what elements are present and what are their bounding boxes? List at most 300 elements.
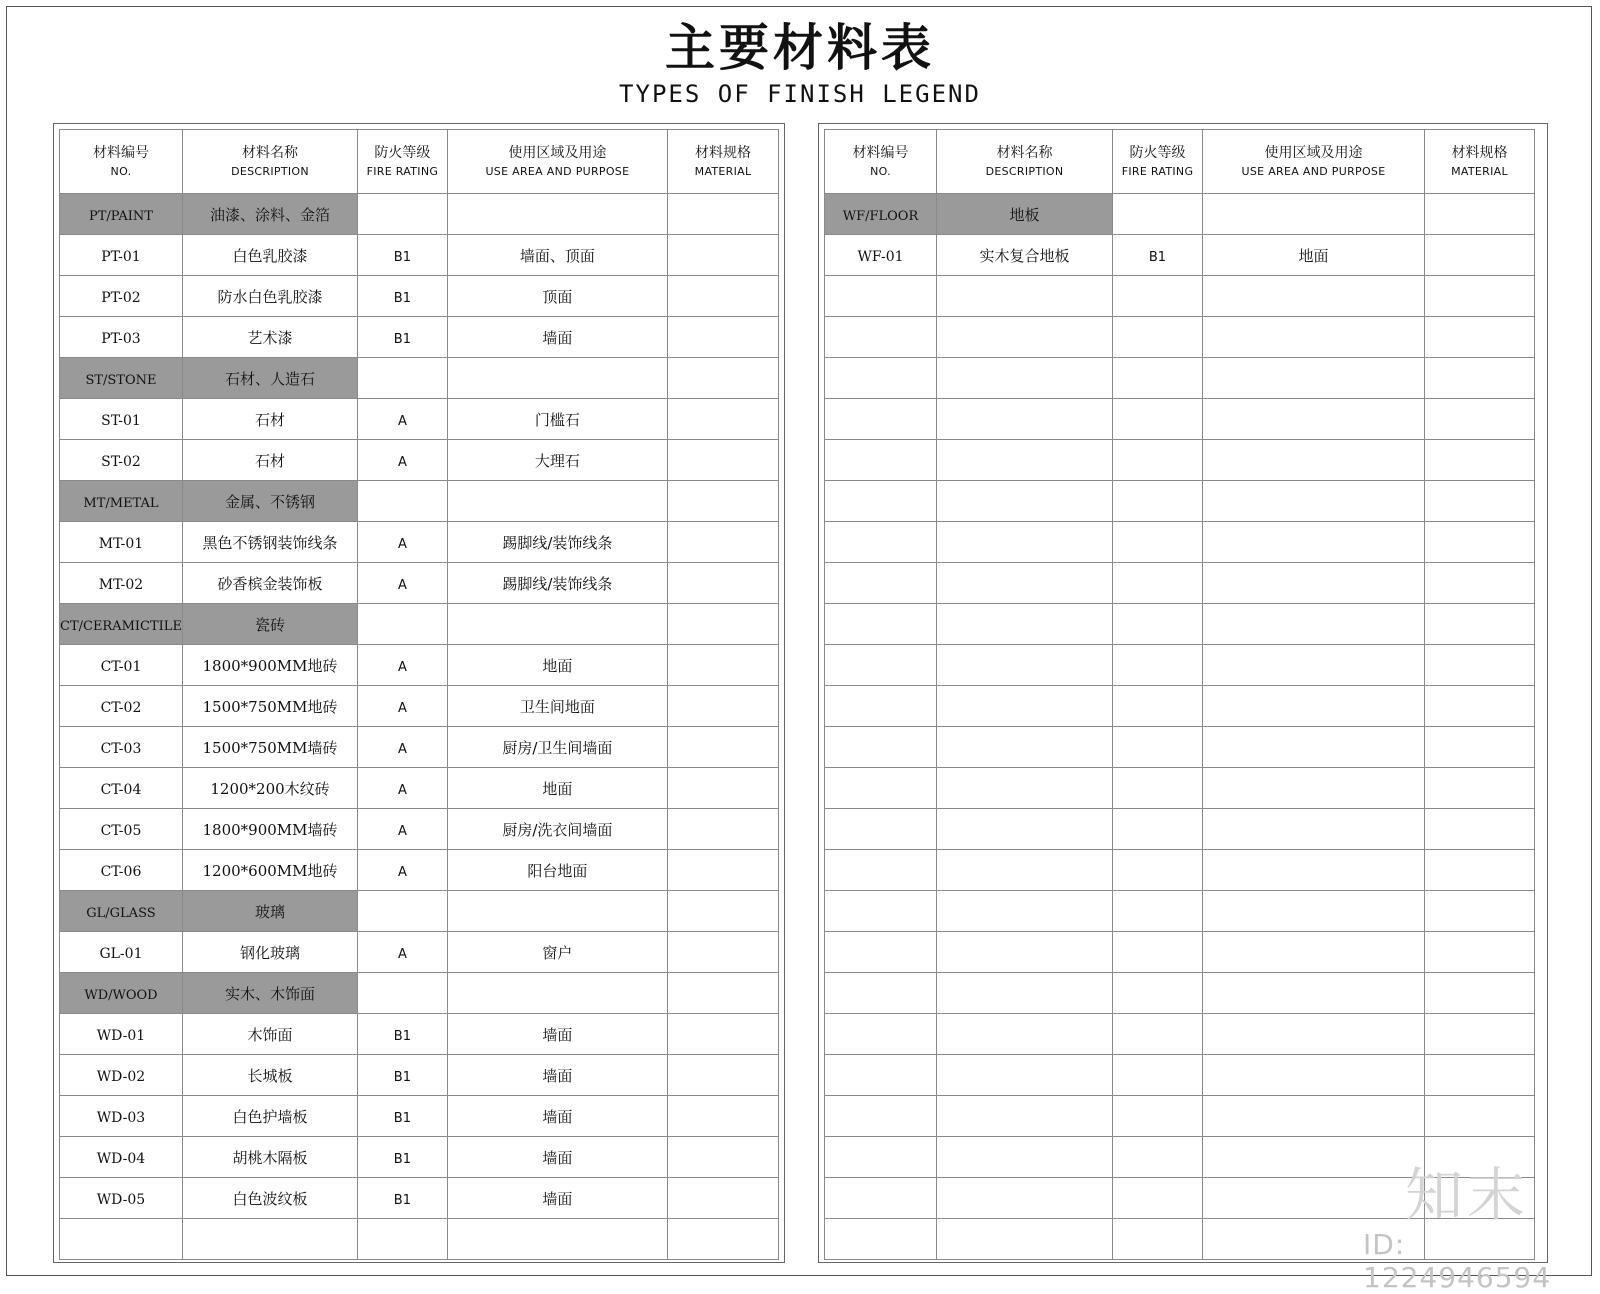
category-name-cell	[182, 973, 357, 1014]
table-row	[60, 850, 779, 891]
empty-cell	[1113, 317, 1203, 358]
use-area-cell	[447, 317, 667, 358]
fire-rating-cell	[358, 850, 448, 891]
fire-rating-cell	[358, 563, 448, 604]
empty-cell	[1113, 809, 1203, 850]
material-spec-cell	[668, 727, 779, 768]
header-use-area-cn: 使用区域及用途	[1264, 144, 1363, 161]
table-row	[825, 235, 1535, 276]
material-description-cell	[182, 399, 357, 440]
category-code: WD/WOOD	[84, 987, 158, 1003]
empty-row	[825, 481, 1535, 522]
left-materials-table	[59, 129, 779, 1260]
use-area-cell	[447, 563, 667, 604]
fire-rating-cell	[358, 1096, 448, 1137]
empty-row	[825, 1055, 1535, 1096]
material-description: 砂香槟金装饰板	[217, 574, 323, 593]
material-code: WF-01	[857, 248, 904, 265]
empty-cell	[937, 481, 1113, 522]
material-spec-cell	[668, 1096, 779, 1137]
material-description-cell	[182, 809, 357, 850]
empty-cell	[1425, 317, 1535, 358]
material-description: 1200*200木纹砖	[210, 779, 330, 798]
material-description: 白色护墙板	[232, 1107, 308, 1126]
fire-rating-cell	[358, 1178, 448, 1219]
empty-row	[825, 891, 1535, 932]
material-spec-cell	[668, 276, 779, 317]
fire-rating-cell	[358, 768, 448, 809]
material-code-cell	[60, 440, 183, 481]
empty-row	[825, 563, 1535, 604]
material-description: 木饰面	[247, 1025, 293, 1044]
empty-cell	[1203, 850, 1425, 891]
table-row	[60, 563, 779, 604]
empty-row	[825, 317, 1535, 358]
material-description: 白色波纹板	[232, 1189, 308, 1208]
material-code: MT-02	[98, 576, 144, 593]
use-area-cell	[447, 686, 667, 727]
empty-cell	[937, 809, 1113, 850]
empty-cell	[1425, 809, 1535, 850]
material-spec-cell	[668, 522, 779, 563]
empty-cell	[1425, 1055, 1535, 1096]
material-code: WD-04	[96, 1150, 146, 1167]
material-spec-cell	[668, 686, 779, 727]
empty-row	[825, 809, 1535, 850]
category-row	[60, 358, 779, 399]
use-area-cell	[447, 399, 667, 440]
empty-cell	[1113, 604, 1203, 645]
table-header-row	[825, 130, 1535, 194]
material-description-cell	[937, 235, 1113, 276]
table-row	[60, 645, 779, 686]
header-fire-rating-en: FIRE RATING	[1121, 164, 1194, 178]
use-area: 厨房/洗衣间墙面	[502, 820, 613, 839]
category-row	[60, 481, 779, 522]
category-name-cell	[182, 194, 357, 235]
material-code: PT-02	[101, 289, 141, 306]
header-use-area-en: USE AREA AND PURPOSE	[1241, 164, 1386, 178]
use-area: 墙面	[542, 1025, 573, 1044]
material-description-cell	[182, 645, 357, 686]
use-area-cell	[447, 932, 667, 973]
empty-cell	[937, 1219, 1113, 1260]
category-name: 金属、不锈钢	[225, 492, 316, 511]
material-code-cell	[60, 1137, 183, 1178]
material-code: CT-05	[100, 822, 142, 839]
use-area-cell	[447, 1219, 667, 1260]
header-material	[668, 130, 779, 194]
material-description-cell	[182, 563, 357, 604]
empty-cell	[1425, 973, 1535, 1014]
empty-cell	[825, 645, 937, 686]
empty-cell	[937, 686, 1113, 727]
empty-row	[825, 1014, 1535, 1055]
empty-row	[825, 276, 1535, 317]
empty-cell	[937, 317, 1113, 358]
empty-cell	[937, 973, 1113, 1014]
use-area-cell	[447, 1096, 667, 1137]
header-description	[937, 130, 1113, 194]
category-row	[60, 973, 779, 1014]
empty-cell	[1203, 358, 1425, 399]
empty-cell	[1425, 399, 1535, 440]
category-code-cell	[60, 481, 183, 522]
fire-rating: A	[397, 823, 407, 839]
material-code-cell	[60, 1096, 183, 1137]
fire-rating: B1	[393, 249, 411, 265]
category-name: 油漆、涂料、金箔	[210, 205, 331, 224]
material-code: CT-06	[100, 863, 142, 880]
category-code: WF/FLOOR	[842, 208, 919, 224]
fire-rating: A	[397, 659, 407, 675]
fire-rating: B1	[1148, 249, 1167, 265]
material-description-cell	[182, 1096, 357, 1137]
material-spec-cell	[668, 645, 779, 686]
empty-cell	[937, 358, 1113, 399]
table-row	[60, 399, 779, 440]
material-code: CT-04	[100, 781, 142, 798]
material-code: ST-01	[101, 412, 141, 429]
empty-cell	[825, 768, 937, 809]
header-material-cn: 材料规格	[695, 144, 752, 161]
left-panel	[53, 123, 785, 1263]
table-header-row	[60, 130, 779, 194]
table-row	[60, 768, 779, 809]
empty-row	[825, 932, 1535, 973]
empty-cell	[447, 973, 667, 1014]
empty-cell	[825, 1096, 937, 1137]
category-name: 瓷砖	[255, 615, 286, 634]
category-code-cell	[60, 194, 183, 235]
material-spec-cell	[668, 932, 779, 973]
watermark-id: ID: 1224946594	[1363, 1228, 1552, 1294]
empty-cell	[1113, 686, 1203, 727]
use-area: 厨房/卫生间墙面	[502, 738, 613, 757]
material-code-cell	[60, 727, 183, 768]
empty-cell	[937, 522, 1113, 563]
empty-cell	[1425, 194, 1535, 235]
empty-cell	[825, 317, 937, 358]
empty-cell	[447, 604, 667, 645]
header-material	[1425, 130, 1535, 194]
material-description-cell	[182, 768, 357, 809]
material-description-cell	[182, 1219, 357, 1260]
empty-cell	[1425, 891, 1535, 932]
use-area-cell	[447, 645, 667, 686]
empty-row	[825, 686, 1535, 727]
material-spec-cell	[668, 1178, 779, 1219]
empty-cell	[1113, 1178, 1203, 1219]
empty-cell	[1425, 686, 1535, 727]
use-area: 墙面	[542, 328, 573, 347]
header-description-cn: 材料名称	[242, 144, 299, 161]
empty-row	[825, 440, 1535, 481]
fire-rating: A	[397, 741, 407, 757]
empty-cell	[825, 1137, 937, 1178]
material-code-cell	[60, 1219, 183, 1260]
material-spec-cell	[668, 235, 779, 276]
empty-row	[825, 727, 1535, 768]
material-description-cell	[182, 522, 357, 563]
empty-cell	[1425, 563, 1535, 604]
category-row	[60, 604, 779, 645]
material-code: WD-05	[96, 1191, 146, 1208]
material-code-cell	[60, 1014, 183, 1055]
empty-cell	[1113, 973, 1203, 1014]
table-row	[60, 440, 779, 481]
material-description: 黑色不锈钢装饰线条	[202, 533, 338, 552]
category-row	[825, 194, 1535, 235]
header-use-area-cn: 使用区域及用途	[508, 144, 607, 161]
material-code-cell	[60, 1178, 183, 1219]
empty-row	[825, 604, 1535, 645]
fire-rating-cell	[358, 809, 448, 850]
material-code-cell	[60, 645, 183, 686]
right-materials-table	[824, 129, 1535, 1260]
empty-row	[825, 1096, 1535, 1137]
use-area-cell	[447, 1055, 667, 1096]
fire-rating-cell	[358, 686, 448, 727]
material-code-cell	[60, 850, 183, 891]
fire-rating-cell	[358, 1055, 448, 1096]
empty-cell	[825, 1219, 937, 1260]
material-spec-cell	[668, 850, 779, 891]
header-fire-rating	[358, 130, 448, 194]
empty-cell	[825, 440, 937, 481]
empty-cell	[1113, 563, 1203, 604]
empty-cell	[1425, 727, 1535, 768]
page-title: 主要材料表	[665, 19, 935, 77]
header-fire-rating-en: FIRE RATING	[366, 164, 439, 178]
category-code: ST/STONE	[85, 372, 157, 388]
fire-rating: A	[397, 700, 407, 716]
material-spec-cell	[668, 563, 779, 604]
material-description-cell	[182, 440, 357, 481]
material-code-cell	[60, 563, 183, 604]
empty-cell	[1203, 809, 1425, 850]
header-no	[825, 130, 937, 194]
use-area-cell	[1203, 235, 1425, 276]
empty-cell	[937, 932, 1113, 973]
table-row	[60, 522, 779, 563]
fire-rating: A	[397, 413, 407, 429]
empty-cell	[1425, 481, 1535, 522]
fire-rating: A	[397, 946, 407, 962]
table-row	[60, 1096, 779, 1137]
empty-cell	[825, 891, 937, 932]
empty-cell	[1203, 645, 1425, 686]
header-material-cn: 材料规格	[1451, 144, 1508, 161]
header-use-area-en: USE AREA AND PURPOSE	[485, 164, 630, 178]
empty-cell	[825, 522, 937, 563]
category-name: 地板	[1009, 205, 1040, 224]
fire-rating-cell	[358, 1219, 448, 1260]
empty-cell	[1113, 850, 1203, 891]
category-name-cell	[182, 604, 357, 645]
use-area: 地面	[542, 779, 573, 798]
material-code: WD-01	[96, 1027, 146, 1044]
empty-cell	[1425, 645, 1535, 686]
table-row	[60, 235, 779, 276]
fire-rating-cell	[358, 317, 448, 358]
empty-cell	[1203, 932, 1425, 973]
material-description-cell	[182, 317, 357, 358]
material-code: PT-01	[101, 248, 141, 265]
empty-cell	[825, 932, 937, 973]
header-fire-rating-cn: 防火等级	[1129, 144, 1186, 161]
empty-cell	[358, 481, 448, 522]
category-code-cell	[60, 891, 183, 932]
empty-cell	[668, 604, 779, 645]
category-name-cell	[182, 358, 357, 399]
empty-cell	[825, 563, 937, 604]
fire-rating: B1	[393, 1028, 411, 1044]
empty-cell	[1113, 399, 1203, 440]
empty-cell	[825, 809, 937, 850]
page-subtitle: TYPES OF FINISH LEGEND	[619, 80, 981, 108]
header-fire-rating	[1113, 130, 1203, 194]
material-code-cell	[60, 235, 183, 276]
header-description	[182, 130, 357, 194]
category-code: GL/GLASS	[86, 905, 156, 921]
material-code: WD-03	[96, 1109, 146, 1126]
use-area: 墙面	[542, 1189, 573, 1208]
empty-cell	[1203, 604, 1425, 645]
use-area-cell	[447, 522, 667, 563]
fire-rating: A	[397, 536, 407, 552]
category-name: 石材、人造石	[225, 369, 316, 388]
use-area-cell	[447, 276, 667, 317]
use-area-cell	[447, 1178, 667, 1219]
empty-cell	[1203, 1178, 1425, 1219]
table-row	[60, 317, 779, 358]
empty-row	[825, 399, 1535, 440]
material-code: WD-02	[96, 1068, 146, 1085]
fire-rating-cell	[358, 645, 448, 686]
use-area-cell	[447, 1014, 667, 1055]
empty-cell	[825, 481, 937, 522]
material-description: 石材	[255, 410, 286, 429]
table-row	[60, 686, 779, 727]
category-row	[60, 194, 779, 235]
material-description: 长城板	[247, 1066, 293, 1085]
empty-cell	[1203, 481, 1425, 522]
table-row	[60, 276, 779, 317]
material-code-cell	[60, 686, 183, 727]
use-area: 踢脚线/装饰线条	[502, 533, 613, 552]
header-description-cn: 材料名称	[996, 144, 1053, 161]
empty-cell	[1425, 1096, 1535, 1137]
material-code-cell	[60, 399, 183, 440]
use-area-cell	[447, 440, 667, 481]
empty-cell	[358, 604, 448, 645]
table-row	[60, 932, 779, 973]
empty-cell	[1425, 276, 1535, 317]
fire-rating-cell	[358, 399, 448, 440]
material-code-cell	[60, 932, 183, 973]
material-code: ST-02	[101, 453, 141, 470]
material-spec-cell	[668, 809, 779, 850]
category-code-cell	[60, 604, 183, 645]
use-area: 顶面	[542, 287, 573, 306]
empty-cell	[825, 973, 937, 1014]
empty-cell	[668, 973, 779, 1014]
table-row	[60, 1219, 779, 1260]
material-description: 1500*750MM地砖	[202, 697, 338, 716]
header-no-en: NO.	[110, 164, 132, 178]
empty-cell	[825, 276, 937, 317]
material-description: 防水白色乳胶漆	[217, 287, 323, 306]
material-spec-cell	[668, 399, 779, 440]
material-description-cell	[182, 932, 357, 973]
empty-cell	[1113, 194, 1203, 235]
empty-cell	[825, 1178, 937, 1219]
material-spec-cell	[668, 1055, 779, 1096]
empty-cell	[1113, 522, 1203, 563]
fire-rating: B1	[393, 1069, 411, 1085]
empty-cell	[1425, 440, 1535, 481]
material-code: CT-03	[100, 740, 142, 757]
empty-cell	[358, 891, 448, 932]
use-area-cell	[447, 727, 667, 768]
fire-rating-cell	[1113, 235, 1203, 276]
material-description-cell	[182, 850, 357, 891]
fire-rating: B1	[393, 1110, 411, 1126]
material-description: 钢化玻璃	[240, 943, 301, 962]
empty-cell	[937, 1178, 1113, 1219]
empty-cell	[937, 1096, 1113, 1137]
empty-cell	[937, 276, 1113, 317]
material-description-cell	[182, 1137, 357, 1178]
category-name-cell	[937, 194, 1113, 235]
left-table-body	[60, 130, 779, 1260]
use-area: 阳台地面	[527, 861, 588, 880]
empty-cell	[1113, 1055, 1203, 1096]
header-use-area	[447, 130, 667, 194]
material-code: CT-02	[100, 699, 142, 716]
watermark-logo: 知末	[1405, 1161, 1530, 1229]
material-description: 艺术漆	[247, 328, 293, 347]
category-code-cell	[60, 973, 183, 1014]
empty-cell	[1113, 1137, 1203, 1178]
empty-cell	[1113, 891, 1203, 932]
right-table-body	[825, 130, 1535, 1260]
material-description: 1500*750MM墙砖	[202, 738, 338, 757]
empty-cell	[937, 1014, 1113, 1055]
empty-cell	[937, 768, 1113, 809]
empty-cell	[937, 850, 1113, 891]
header-material-en: MATERIAL	[694, 164, 752, 178]
empty-cell	[937, 1055, 1113, 1096]
empty-row	[825, 522, 1535, 563]
category-name-cell	[182, 891, 357, 932]
empty-cell	[937, 645, 1113, 686]
fire-rating: B1	[393, 1151, 411, 1167]
material-description-cell	[182, 1055, 357, 1096]
material-code-cell	[825, 235, 937, 276]
table-row	[60, 1014, 779, 1055]
use-area: 窗户	[542, 943, 573, 962]
empty-cell	[1425, 358, 1535, 399]
use-area: 墙面	[542, 1107, 573, 1126]
use-area: 墙面	[542, 1148, 573, 1167]
empty-cell	[1113, 1219, 1203, 1260]
use-area-cell	[447, 1137, 667, 1178]
empty-cell	[825, 686, 937, 727]
table-row	[60, 1137, 779, 1178]
empty-row	[825, 645, 1535, 686]
